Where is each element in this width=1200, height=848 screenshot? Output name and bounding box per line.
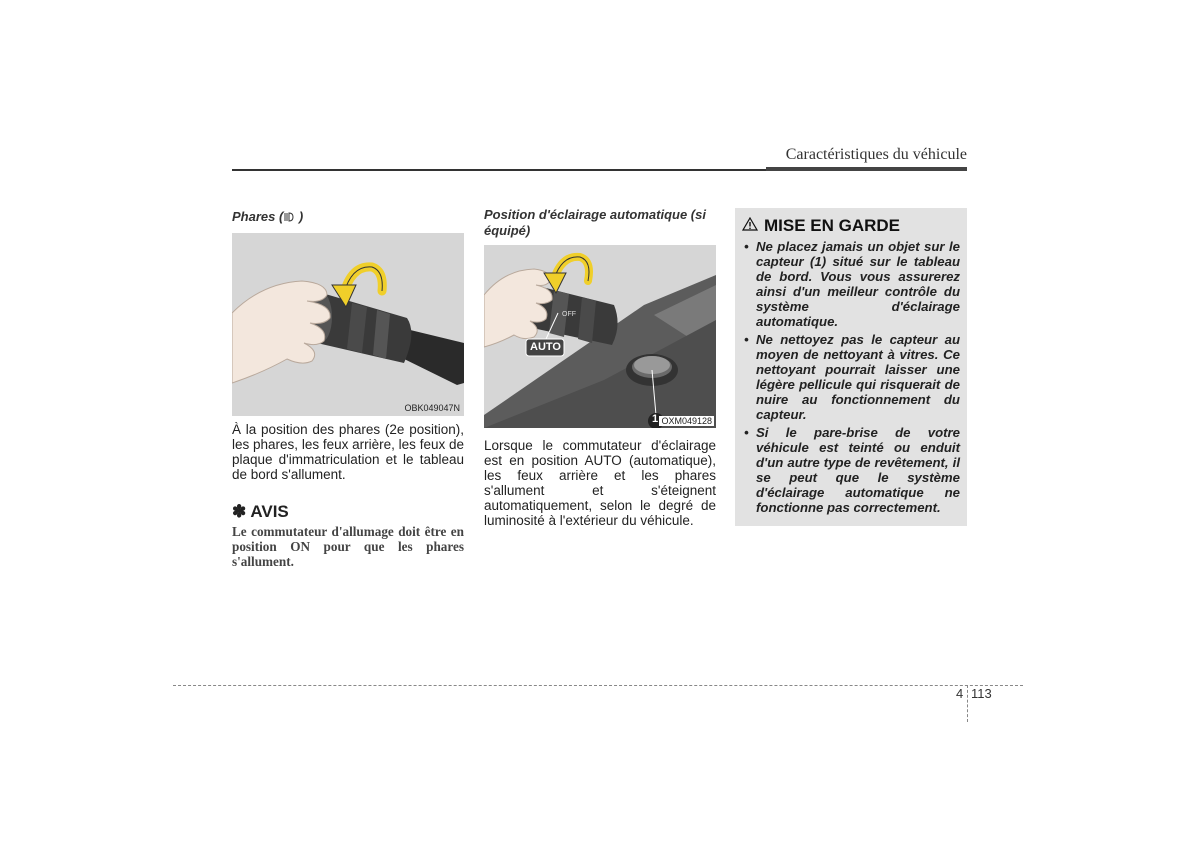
figure-auto-light-sensor — [484, 245, 716, 428]
section-heading-auto: Position d'éclairage automatique (si équipé) — [484, 207, 706, 238]
body-paragraph: À la position des phares (2e position), les phares, les feux arrière, les feux de plaque d'immatriculation et le tableau de bord s'allument. — [232, 422, 464, 482]
headlight-switch-illustration — [232, 233, 464, 416]
warning-heading: MISE EN GARDE — [742, 216, 960, 236]
warning-box — [735, 208, 967, 526]
footer-divider — [967, 685, 968, 722]
footer-rule — [173, 685, 1023, 686]
chapter-number: 4 — [956, 686, 964, 701]
asterisk-icon: ✽ — [232, 502, 247, 521]
notice-text: Le commutateur d'allumage doit être en position ON pour que les phares s'allument. — [232, 524, 464, 569]
body-paragraph: Lorsque le commutateur d'éclairage est en position AUTO (automatique), les feux arrière et les phares s'allument et s'éteignent automatiquement, selon le degré de luminosité à l'extérieur du véhicule. — [484, 438, 716, 528]
warning-item: • Si le pare-brise de votre véhicule est teinté ou enduit d'un autre type de revêtement, il se peut que le système d'éclairage automatique ne fonctionne pas correctement. — [744, 425, 960, 515]
notice-heading: ✽ AVIS — [232, 502, 289, 521]
auto-label: AUTO — [530, 341, 561, 353]
headlight-icon — [283, 209, 295, 224]
figure-headlight-switch — [232, 233, 464, 416]
auto-light-illustration — [484, 245, 716, 428]
figure-code: OXM049128 — [661, 416, 712, 426]
column-auto-light — [484, 207, 716, 528]
callout-number: 1 — [652, 413, 659, 425]
warning-item: • Ne nettoyez pas le capteur au moyen de nettoyant à vitres. Ce nettoyant pourrait laisser une légère pellicule qui risquerait de nuire au fonctionnement du capteur. — [744, 332, 960, 422]
page-number: 113 — [971, 686, 992, 701]
warning-item: • Ne placez jamais un objet sur le capteur (1) situé sur le tableau de bord. Vous vous assurerez ainsi d'un meilleur contrôle du système d'éclairage automatique. — [744, 239, 960, 329]
column-headlights — [232, 209, 464, 569]
warning-triangle-icon — [742, 216, 758, 236]
off-label: OFF — [562, 311, 576, 318]
header-rule-accent — [766, 167, 967, 171]
running-header: Caractéristiques du véhicule — [785, 146, 967, 163]
figure-code: OBK049047N — [404, 403, 460, 413]
warning-list — [742, 239, 960, 515]
section-heading-phares: Phares ( ) — [232, 209, 304, 224]
